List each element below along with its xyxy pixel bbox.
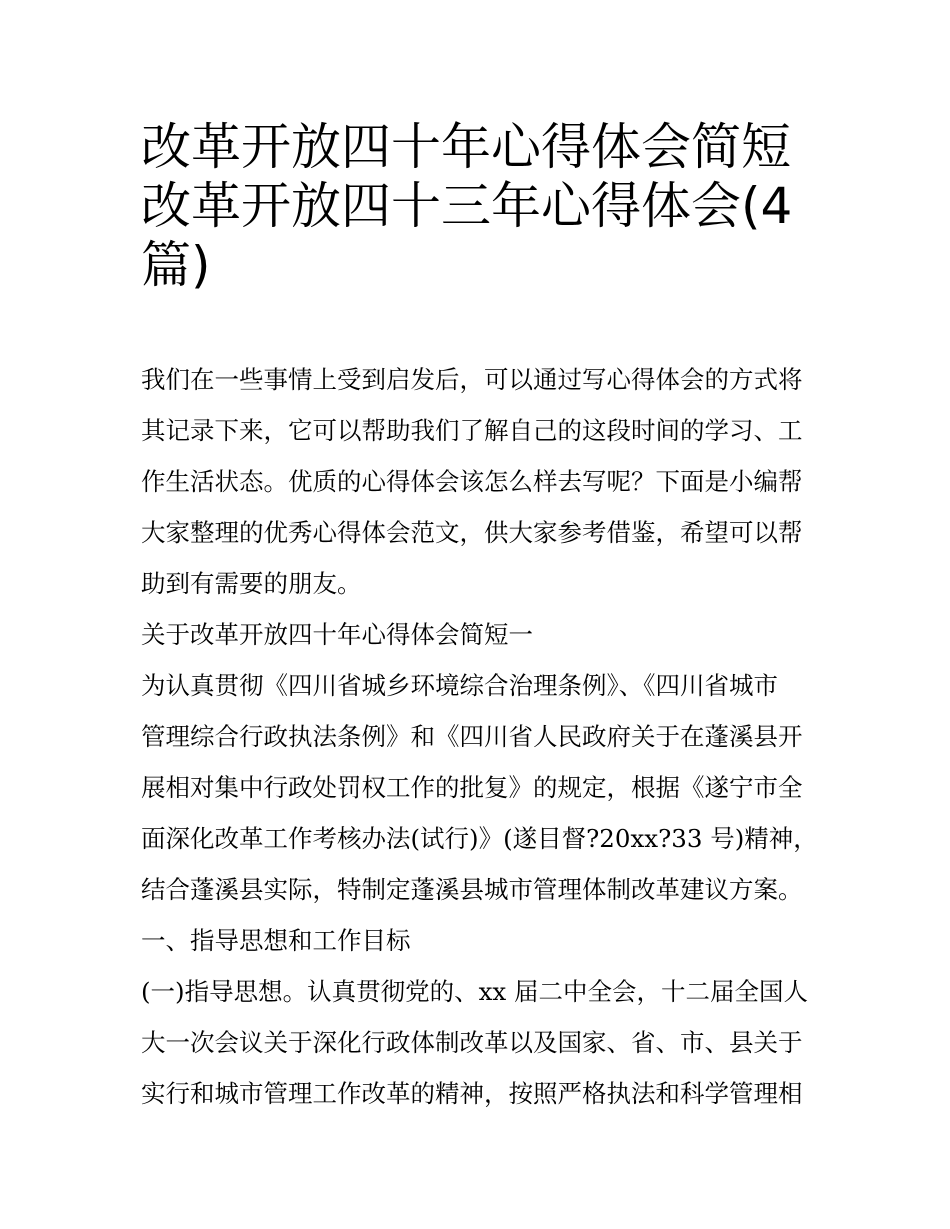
document-title: 改革开放四十年心得体会简短 改革开放四十三年心得体会(4 篇) xyxy=(141,118,793,294)
body-paragraph: 为认真贯彻《四川省城乡环境综合治理条例》、《四川省城市 管理综合行政执法条例》和《四川省人民政府关于在蓬溪县开 展相对集中行政处罚权工作的批复》的规定，根据《遂宁市全 面深化改革工作考核办法(试行)》(遂目督?20xx?33 号)精神， 结合蓬溪县实际，特制定蓬溪县城市管理体制改革建议方案。 xyxy=(141,671,818,904)
section-heading-2: 一、指导思想和工作目标 xyxy=(141,926,411,955)
body-paragraph: (一)指导思想。认真贯彻党的、xx 届二中全会，十二届全国人 大一次会议关于深化行政体制改革以及国家、省、市、县关于 实行和城市管理工作改革的精神，按照严格执法和科学管理相 xyxy=(141,977,809,1108)
section-heading-1: 关于改革开放四十年心得体会简短一 xyxy=(141,620,533,649)
intro-paragraph: 我们在一些事情上受到启发后，可以通过写心得体会的方式将 其记录下来，它可以帮助我们了解自己的这段时间的学习、工 作生活状态。优质的心得体会该怎么样去写呢？下面是小编帮 大家整理的优秀心得体会范文，供大家参考借鉴，希望可以帮 助到有需要的朋友。 xyxy=(141,365,803,598)
document-body xyxy=(141,354,821,1119)
